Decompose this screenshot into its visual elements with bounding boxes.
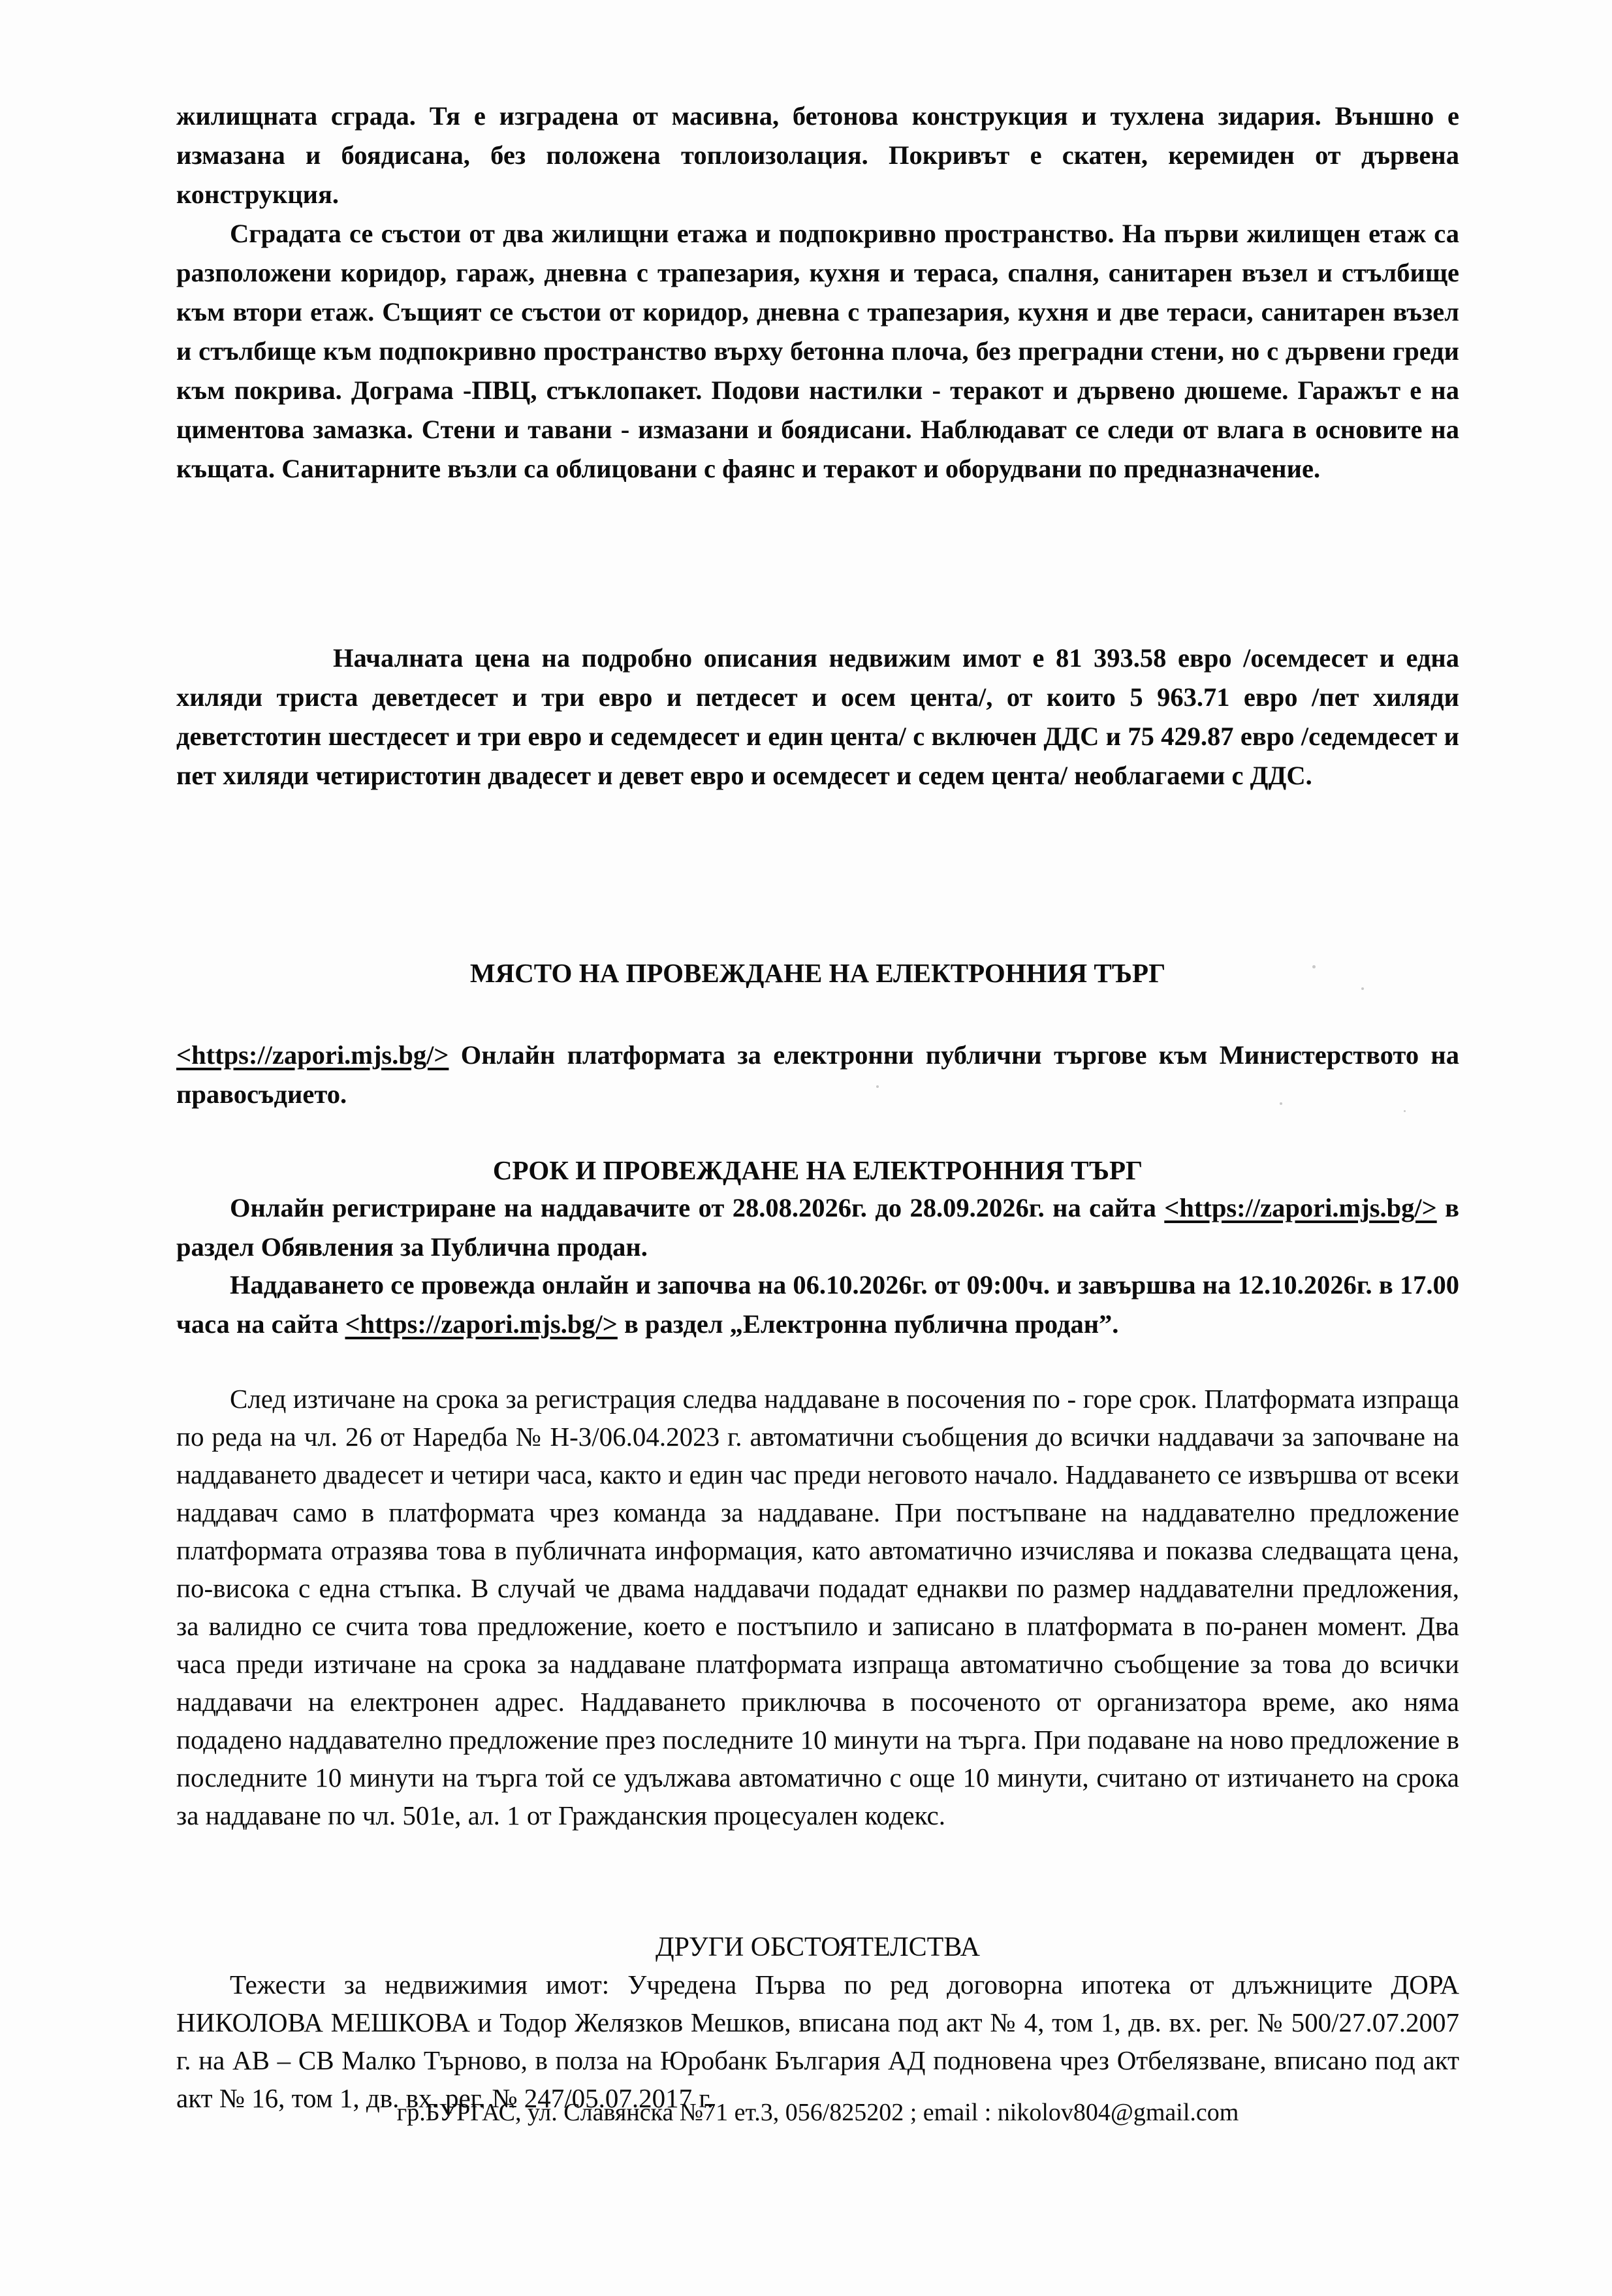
bidding-platform-link[interactable]: <https://zapori.mjs.bg/> (345, 1309, 618, 1339)
bidding-dates-paragraph (176, 1266, 1459, 1344)
bidding-dates-text: Наддаването се провежда онлайн и започва на 06.10.2026г. от 09:00ч. и завършва на 12.10.2026г. в 17.00 часа на сайта (176, 1270, 1459, 1339)
scan-speck (1312, 965, 1316, 968)
building-layout-text: Сградата се състои от два жилищни етажа и подпокривно пространство. На първи жилищен етаж са разположени коридор, гараж, дневна с трапезария, кухня и тераса, спалня, санитарен възел и стълбище към втори етаж. Същият се състои от коридор, дневна с трапезария, кухня и две тераси, санитарен възел и стълбище към подпокривно пространство върху бетонна плоча, без преградни стени, но с дървени греди към покрива. Дограма -ПВЦ, стъклопакет. Подови настилки - теракот и дървено дюшеме. Гаражът е на циментова замазка. Стени и тавани - измазани и боядисани. Наблюдават се следи от влага в основите на къщата. Санитарните възли са облицовани с фаянс и теракот и оборудвани по предназначение. (176, 219, 1459, 483)
building-description-text: жилищната сграда. Тя е изградена от масивна, бетонова конструкция и тухлена зидария. Външно е измазана и боядисана, без положена топлоизолация. Покривът е скатен, керемиден от дървена конструкция. (176, 101, 1459, 209)
registration-paragraph (176, 1188, 1459, 1267)
building-description-paragraph (176, 97, 1459, 214)
bidding-procedure-paragraph (176, 1380, 1459, 1834)
scan-speck (1280, 1102, 1282, 1105)
other-circumstances-heading: ДРУГИ ОБСТОЯТЕЛСТВА (655, 1932, 981, 1962)
registration-platform-link[interactable]: <https://zapori.mjs.bg/> (1164, 1193, 1437, 1222)
bidding-procedure-text: След изтичане на срока за регистрация следва наддаване в посочения по - горе срок. Платформата изпраща по реда на чл. 26 от Наредба № Н-3/06.04.2023 г. автоматични съобщения до всички наддавачи за започване на наддаването двадесет и четири часа, както и един час преди неговото начало. Наддаването се извършва от всеки наддавач само в платформата чрез команда за наддаване. При постъпване на наддавателно предложение платформата отразява това в публичната информация, като автоматично изчислява и показва следващата цена, по-висока с една стъпка. В случай че двама наддавачи подадат еднакви по размер наддавателни предложения, за валидно се счита това предложение, което е постъпило и записано в платформата в по-ранен момент. Два часа преди изтичане на срока за наддаване платформата изпраща автоматично съобщение за това до всички наддавачи на електронен адрес. Наддаването приключва в посоченото от организатора време, ако няма подадено наддавателно предложение през последните 10 минути на търга. При подаване на ново предложение в последните 10 минути на търга той се удължава автоматично с още 10 минути, считано от изтичането на срока за наддаване по чл. 501е, ал. 1 от Гражданския процесуален кодекс. (176, 1384, 1459, 1830)
encumbrances-text: Тежести за недвижимия имот: Учредена Първа по ред договорна ипотека от длъжниците ДОРА НИКОЛОВА МЕШКОВА и Тодор Желязков Мешков, вписана под акт № 4, том 1, дв. вх. рег. № 500/27.07.2007 г. на АВ – СВ Малко Търново, в полза на Юробанк България АД подновена чрез Отбелязване, вписано под акт акт № 16, том 1, дв. вх. рег. № 247/05.07.2017 г. (176, 1969, 1459, 2113)
scan-speck (1404, 1110, 1406, 1112)
platform-description-text: Онлайн платформата за електронни публични търгове към Министерството на правосъдието. (176, 1040, 1459, 1109)
contact-footer: гр.БУРГАС, ул. Славянска №71 ет.3, 056/825202 ; email : nikolov804@gmail.com (396, 2099, 1239, 2126)
building-layout-paragraph (176, 214, 1459, 488)
auction-location-heading: МЯСТО НА ПРОВЕЖДАНЕ НА ЕЛЕКТРОННИЯ ТЪРГ (469, 958, 1166, 988)
starting-price-text: Началната цена на подробно описания недвижим имот е 81 393.58 евро /осемдесет и една хиляди триста деветдесет и три евро и петдесет и осем цента/, от които 5 963.71 евро /пет хиляди деветстотин шестдесет и три евро и седемдесет и един цента/ с включен ДДС и 75 429.87 евро /седемдесет и пет хиляди четиристотин двадесет и девет евро и осемдесет и седем цента/ необлагаеми с ДДС. (176, 643, 1459, 790)
starting-price-paragraph (176, 639, 1459, 795)
registration-text: Онлайн регистриране на наддавачите от 28.08.2026г. до 28.09.2026г. на сайта (230, 1193, 1165, 1222)
bidding-section-text: в раздел „Електронна публична продан”. (617, 1309, 1119, 1339)
registration-section-text: в раздел Обявления за Публична продан. (176, 1193, 1459, 1262)
auction-location-paragraph (176, 1036, 1459, 1114)
encumbrances-paragraph (176, 1966, 1459, 2117)
auction-term-heading: СРОК И ПРОВЕЖДАНЕ НА ЕЛЕКТРОННИЯ ТЪРГ (492, 1155, 1143, 1185)
platform-link[interactable]: <https://zapori.mjs.bg/> (176, 1040, 449, 1070)
scan-speck (1361, 987, 1364, 990)
scan-speck (876, 1085, 879, 1088)
